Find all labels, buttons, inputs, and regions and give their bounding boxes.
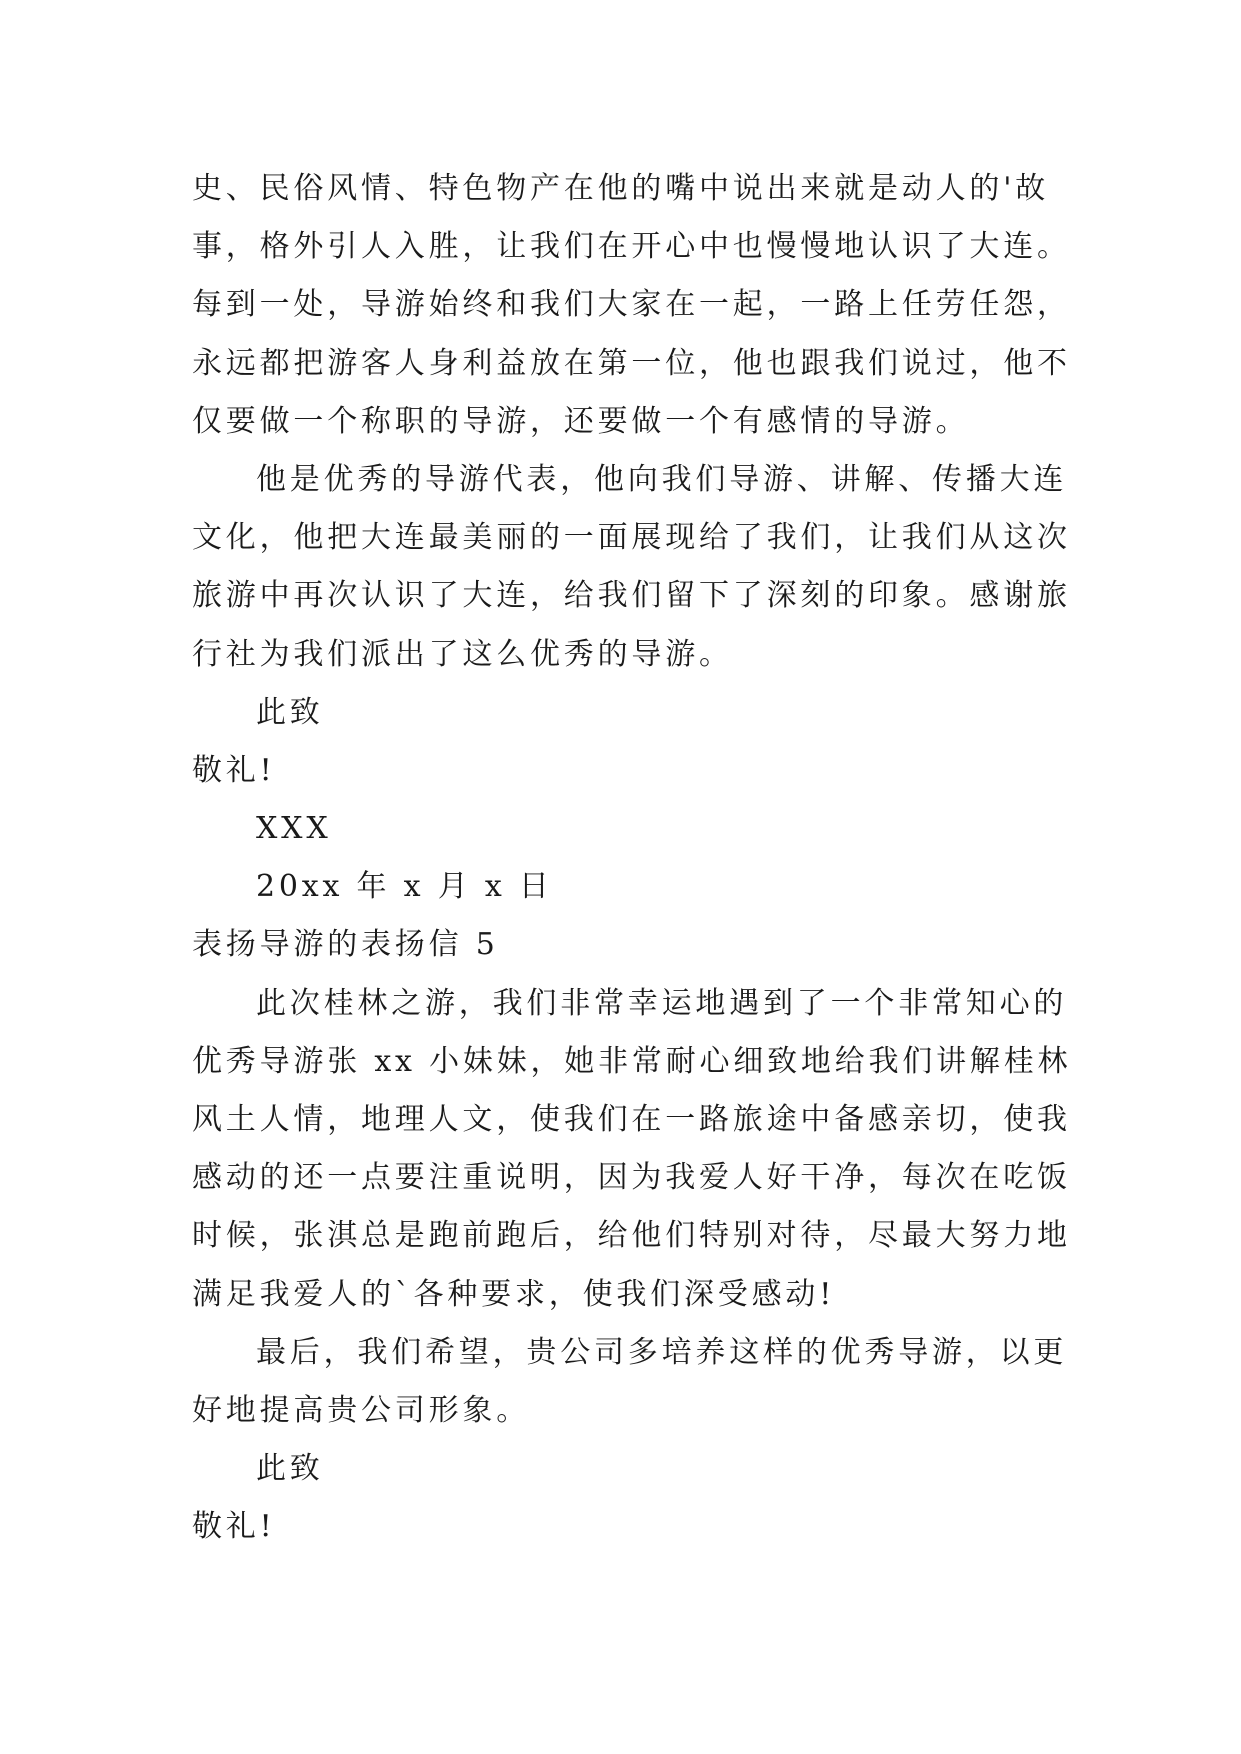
text-line: 优秀导游张 xx 小妹妹，她非常耐心细致地给我们讲解桂林 [192,1043,1072,1079]
text-line: 事，格外引人入胜，让我们在开心中也慢慢地认识了大连。 [192,229,1071,265]
date-line: 20xx 年 x 月 x 日 [256,869,553,905]
text-line: 风土人情，地理人文，使我们在一路旅途中备感亲切，使我 [192,1102,1071,1137]
text-line: 永远都把游客人身利益放在第一位，他也跟我们说过，他不 [192,345,1071,381]
closing-line: 此致 [256,1451,324,1487]
text-line: 每到一处，导游始终和我们大家在一起，一路上任劳任怨， [192,287,1071,323]
document-body [192,160,1072,1557]
text-line: 满足我爱人的`各种要求，使我们深受感动! [192,1276,836,1312]
text-line: 旅游中再次认识了大连，给我们留下了深刻的印象。感谢旅 [192,578,1071,614]
text-line: 仅要做一个称职的导游，还要做一个有感情的导游。 [192,403,970,439]
text-line: 他是优秀的导游代表，他向我们导游、讲解、传播大连 [256,461,1068,497]
section-title: 表扬导游的表扬信 5 [192,927,499,963]
signature-line: XXX [256,811,332,847]
salute-line: 敬礼! [192,752,276,788]
text-line: 行社为我们派出了这么优秀的导游。 [192,636,733,672]
text-line: 最后，我们希望，贵公司多培养这样的优秀导游，以更 [256,1334,1068,1370]
text-line: 好地提高贵公司形象。 [192,1392,530,1428]
text-line: 此次桂林之游，我们非常幸运地遇到了一个非常知心的 [256,985,1068,1021]
text-line: 史、民俗风情、特色物产在他的嘴中说出来就是动人的'故 [192,171,1050,206]
closing-line: 此致 [256,694,324,730]
text-line: 感动的还一点要注重说明，因为我爱人好干净，每次在吃饭 [192,1160,1071,1196]
salute-line: 敬礼! [192,1509,276,1545]
text-line: 文化，他把大连最美丽的一面展现给了我们，让我们从这次 [192,520,1071,556]
text-line: 时候，张淇总是跑前跑后，给他们特别对待，尽最大努力地 [192,1218,1071,1254]
